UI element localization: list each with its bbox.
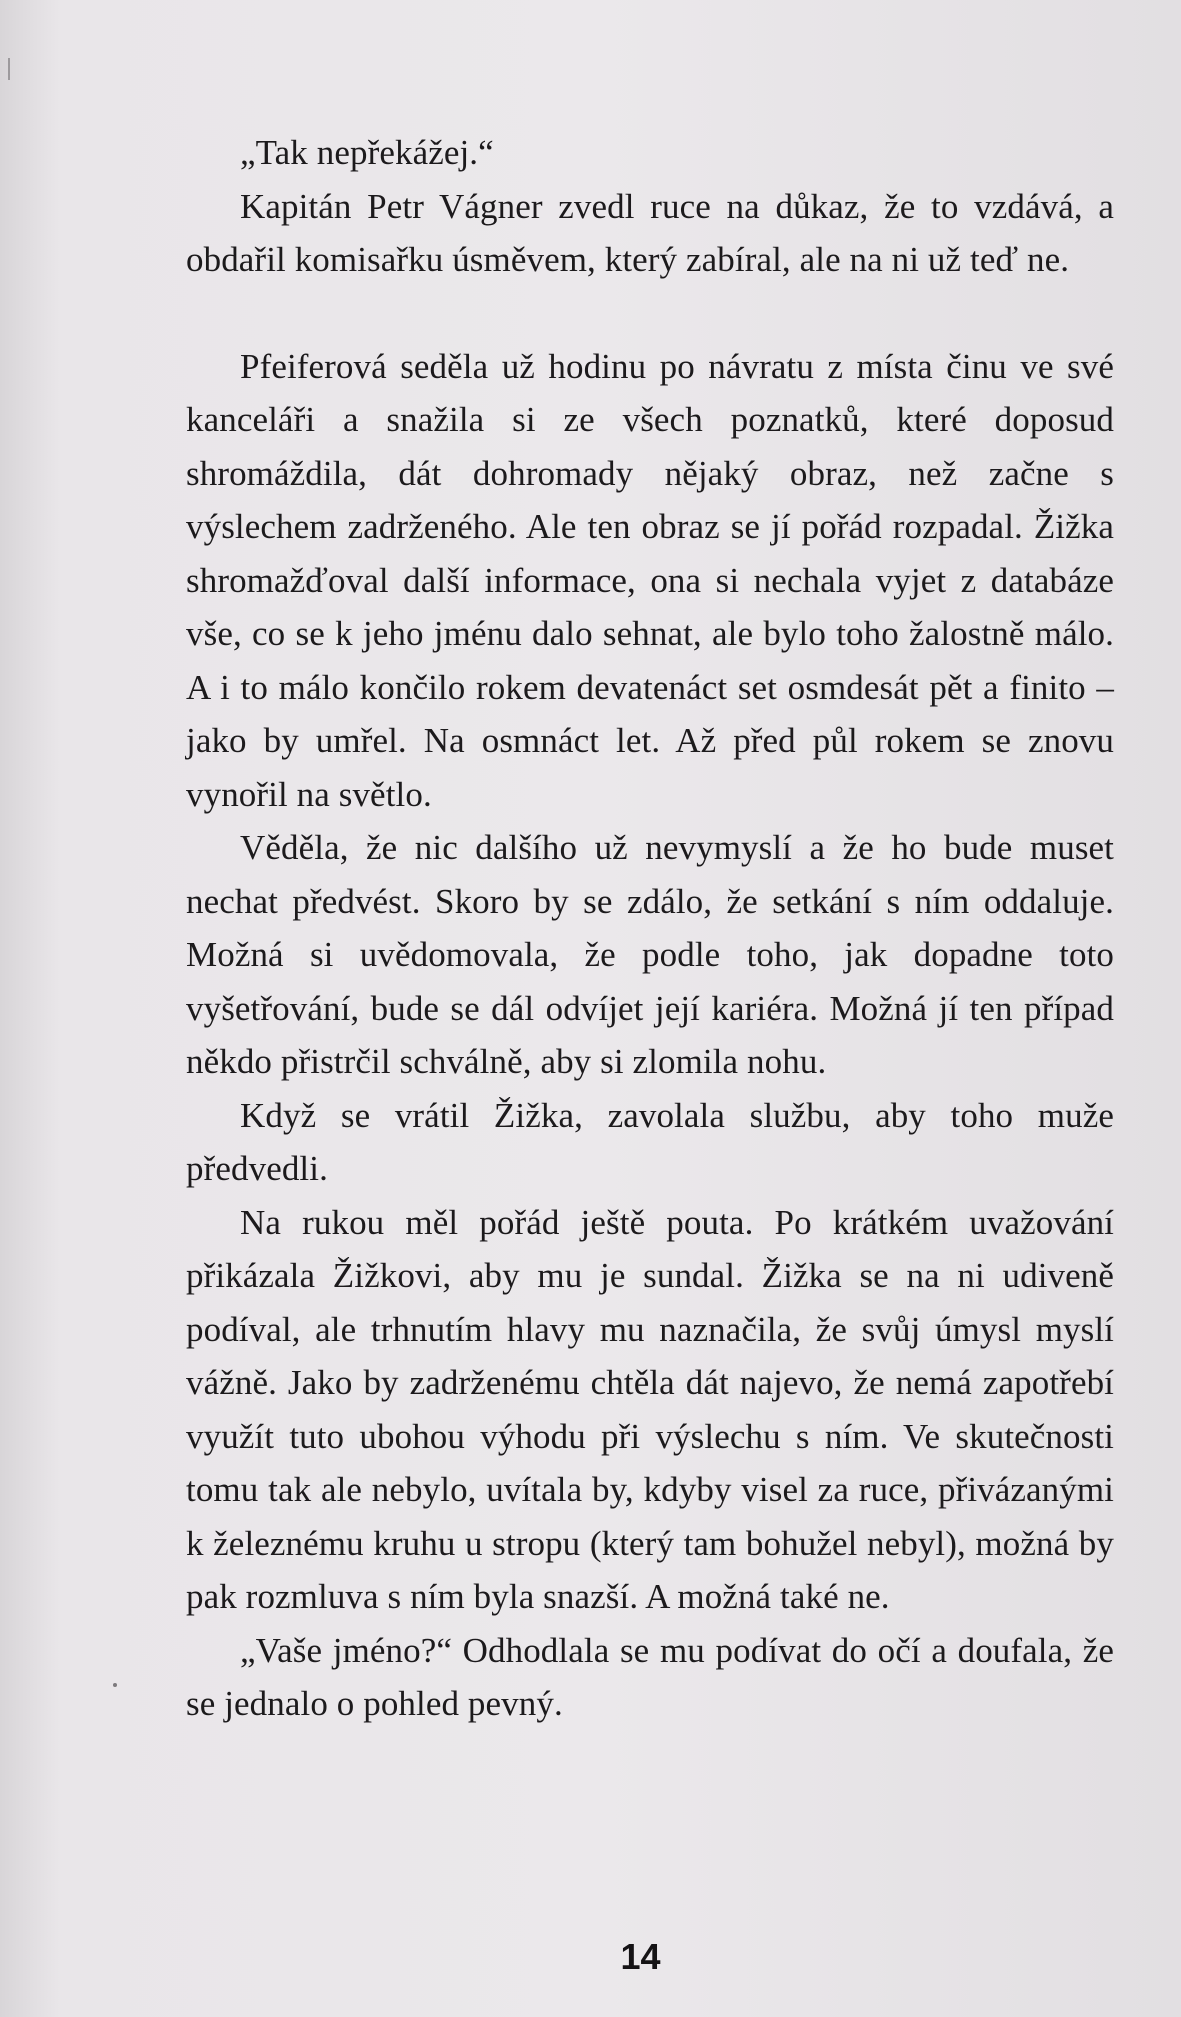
page-number: 14 [620, 1936, 661, 1977]
paragraph-dialogue-2: „Vaše jméno?“ Odhodlala se mu podívat do očí a doufala, že se jednalo o pohled pevný. [186, 1630, 1114, 1723]
section-break [186, 287, 1114, 340]
paragraph-dialogue-1: „Tak nepřekážej.“ [240, 133, 494, 172]
book-text [186, 126, 1114, 1731]
page-edge-mark [8, 58, 10, 80]
paragraph-vagner: Kapitán Petr Vágner zvedl ruce na důkaz, že to vzdává, a obdařil komisařku úsměvem, který zabíral, ale na ni už teď ne. [186, 186, 1114, 279]
page-speck [113, 1683, 117, 1687]
paragraph-pfeiferova: Pfeiferová seděla už hodinu po návratu z místa činu ve své kanceláři a snažila si ze všech poznatků, které doposud shromáždila, dát dohromady nějaký obraz, než začne s výslechem zadrženého. Ale ten obraz se jí pořád rozpadal. Žižka shromažďoval další informace, ona si nechala vyjet z databáze vše, co se k jeho jménu dalo sehnat, ale bylo toho žalostně málo. A i to málo končilo rokem devatenáct set osmdesát pět a finito – jako by umřel. Na osmnáct let. Až před půl rokem se znovu vynořil na světlo. [186, 346, 1114, 814]
paragraph-handcuffs: Na rukou měl pořád ještě pouta. Po krátkém uvažování přikázala Žižkovi, aby mu je sundal. Žižka se na ni udiveně podíval, ale trhnutím hlavy mu naznačila, že svůj úmysl myslí vážně. Jako by zadrženému chtěla dát najevo, že nemá zapotřebí využít tuto ubohou výhodu při výslechu s ním. Ve skutečnosti tomu tak ale nebylo, uvítala by, kdyby visel za ruce, přivázanými k železnému kruhu u stropu (který tam bohužel nebyl), možná by pak rozmluva s ním byla snazší. A možná také ne. [186, 1202, 1114, 1616]
paragraph-zizka-return: Když se vrátil Žižka, zavolala službu, aby toho muže předvedli. [186, 1095, 1114, 1188]
paragraph-vedela: Věděla, že nic dalšího už nevymyslí a že ho bude muset nechat předvést. Skoro by se zdálo, že setkání s ním oddaluje. Možná si uvědomovala, že podle toho, jak dopadne toto vyšetřování, bude se dál odvíjet její kariéra. Možná jí ten případ někdo přistrčil schválně, aby si zlomila nohu. [186, 828, 1114, 1081]
